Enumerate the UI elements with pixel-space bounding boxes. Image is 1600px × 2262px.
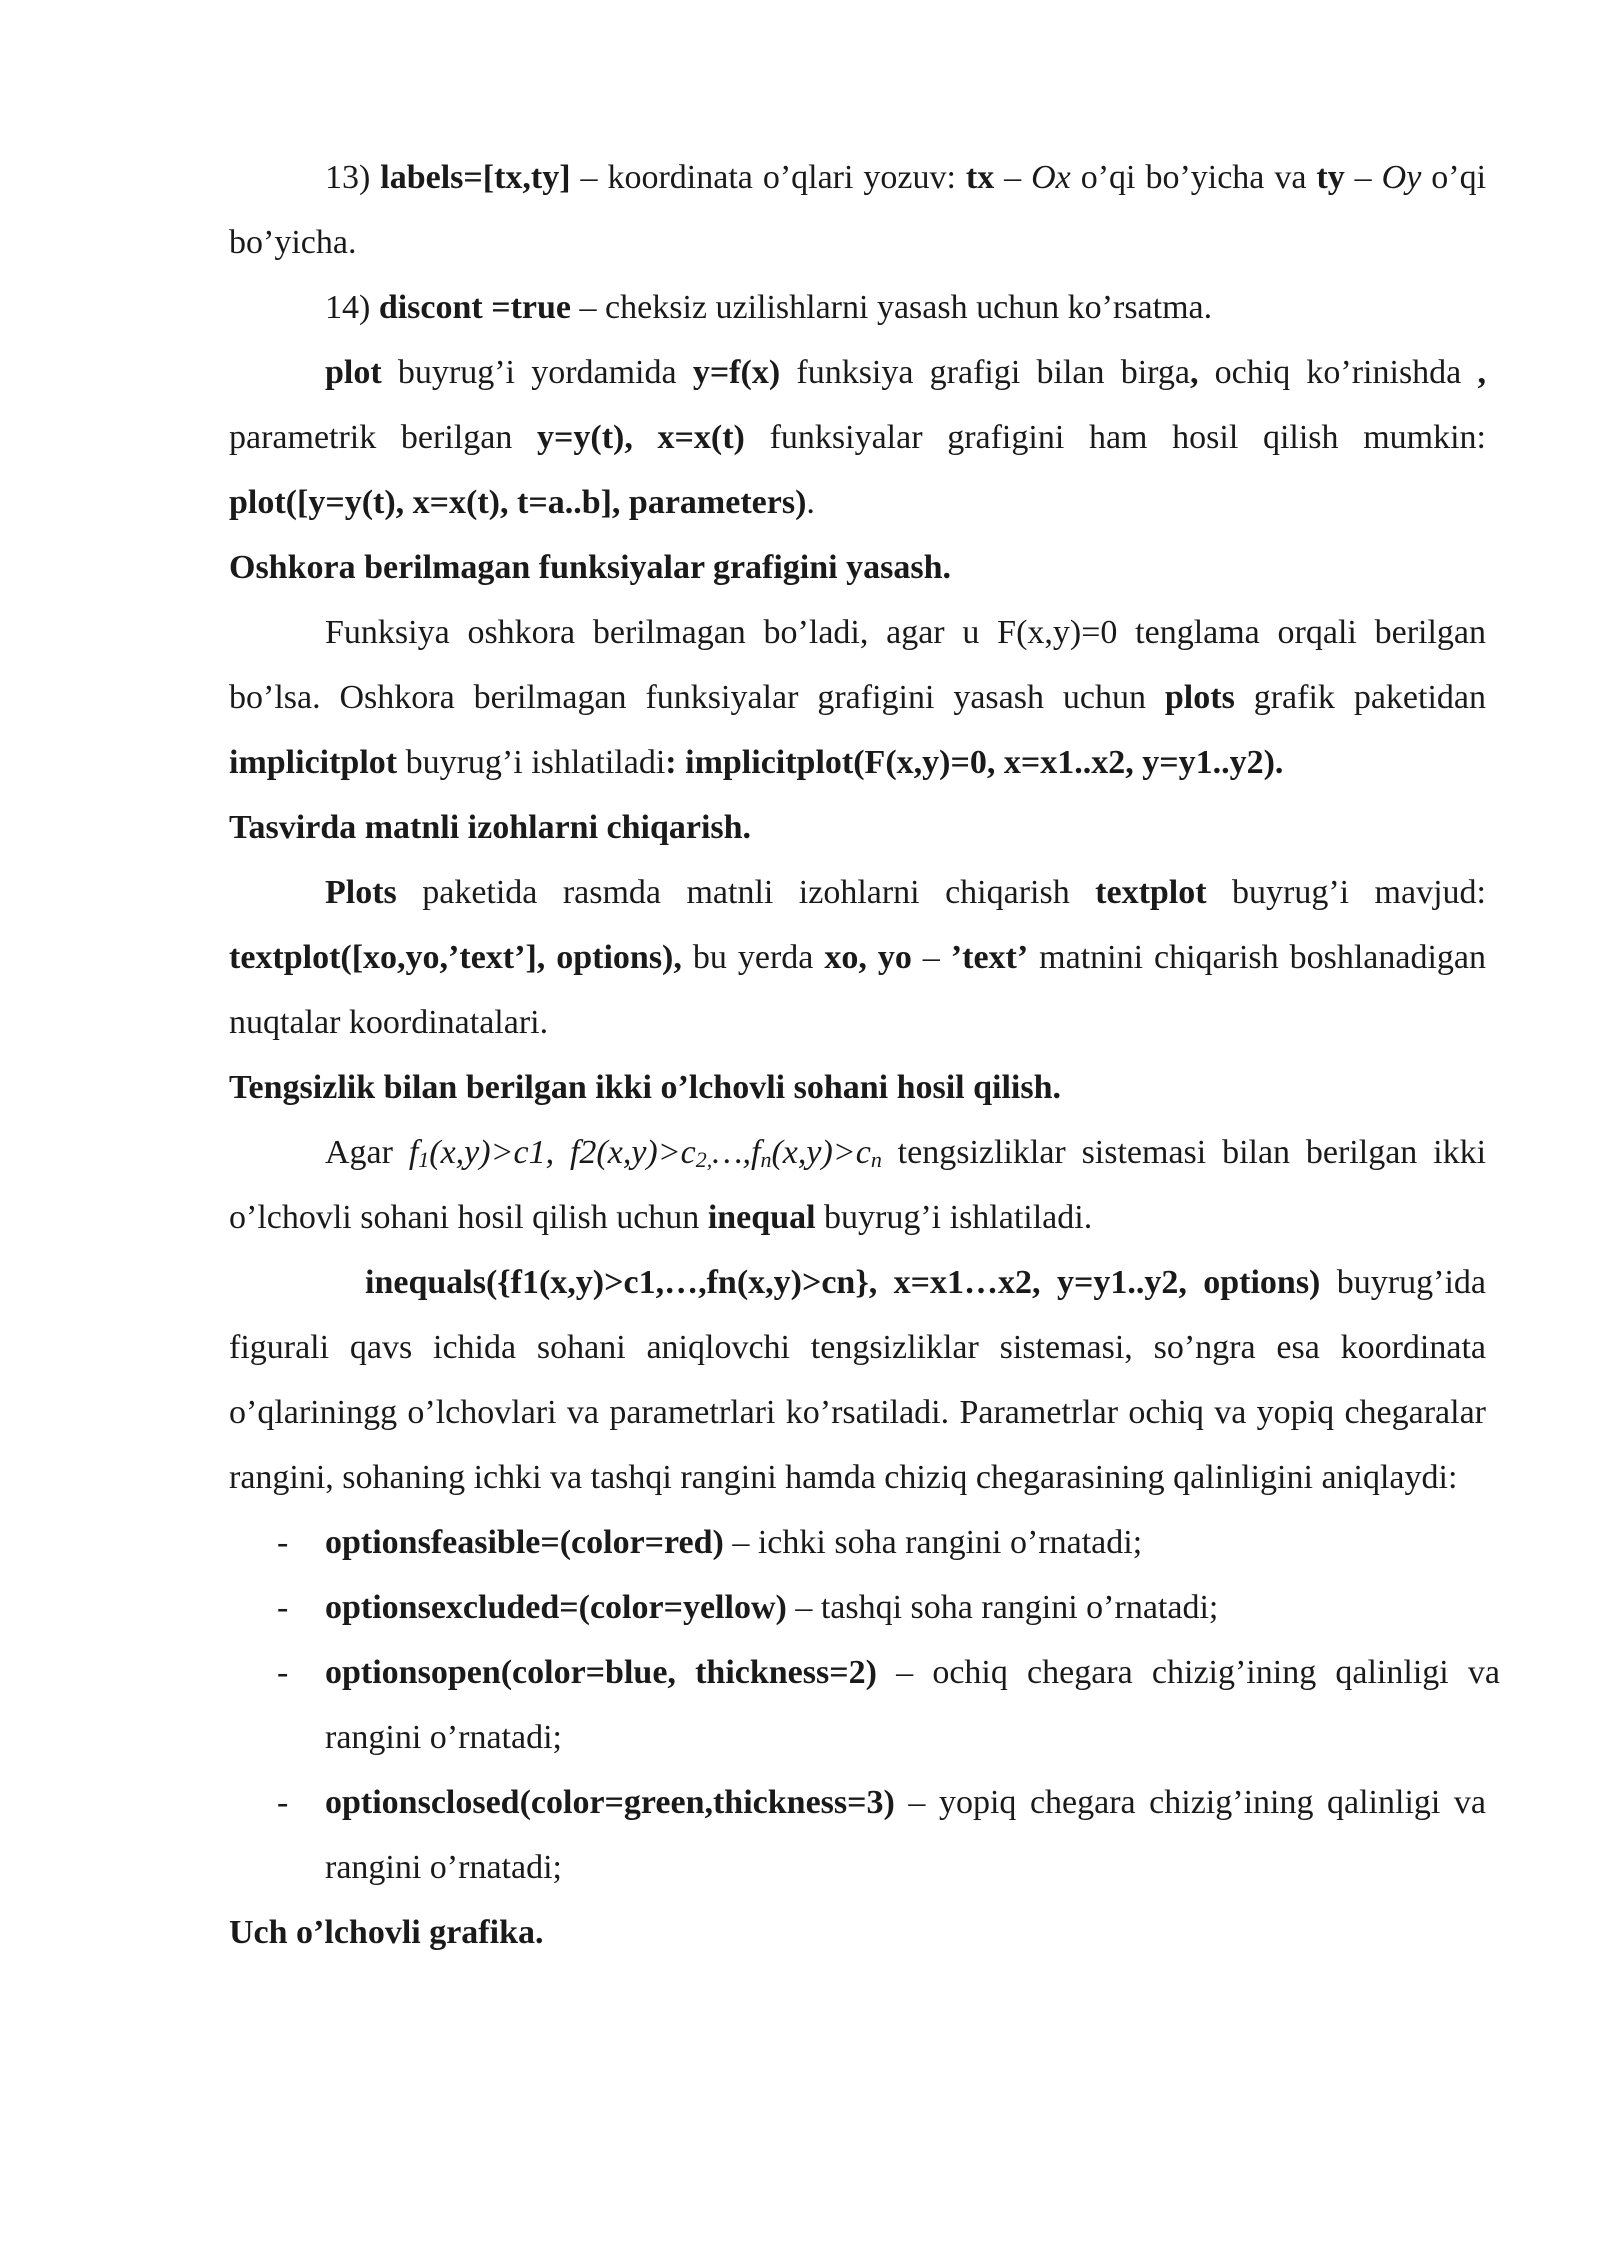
text: buyrug’i ishlatiladi. [815,1199,1093,1236]
text: parametrik berilgan [229,419,538,456]
paragraph-plot-parametric [229,340,1486,535]
subscript: n [870,1147,882,1172]
text: matnini chiqarish boshlanadigan nuqtalar koordinatalari. [229,939,1487,1041]
code-text: ’text’ [950,939,1029,976]
subscript: 2, [695,1147,713,1172]
text: – koordinata o’qlari yozuv: [570,159,966,196]
code-implicitplot: implicitplot [229,744,398,781]
text: bu yerda [681,939,825,976]
paragraph-inequal [229,1120,1486,1250]
paragraph-inequals-call [229,1250,1486,1510]
paragraph-discont-option [229,275,1486,340]
code-parametric: y=y(t), x=x(t) [537,419,745,456]
subscript: n [760,1147,772,1172]
text: ochiq ko’rinishda [1198,354,1478,391]
text: Agar [325,1134,409,1171]
code-option: optionsopen(color=blue, thickness=2) [325,1654,877,1691]
item-number: 13) [325,159,381,196]
text: – ochiq chegara chizig’ining qalinligi va rangini o’rnatadi; [325,1654,1500,1756]
text: – [911,939,951,976]
list-dash: - [277,1589,289,1626]
code-option: optionsclosed(color=green,thickness=3) [325,1784,895,1821]
code-tx: tx [965,159,995,196]
punctuation: , [1477,354,1486,391]
formula-part: (x,y)>c1, f2(x,y)>c [429,1134,696,1171]
text: funksiyalar grafigini ham hosil qilish mumkin: [744,419,1487,456]
document-body [229,145,1500,1965]
text: Funksiya oshkora berilmagan bo’ladi, agar u F(x,y)=0 tenglama orqali berilgan bo’lsa. Oshkora berilmagan funksiyalar grafigini yasash uchun [229,614,1486,716]
list-item [229,1510,1486,1575]
paragraph-textplot [229,860,1486,1055]
text: buyrug’i yordamida [381,354,693,391]
formula-part: (x,y)>c [771,1134,871,1171]
code-plot-call: plot([y=y(t), x=x(t), t=a..b], parameters) [229,484,807,521]
code-inequal: inequal [707,1199,816,1236]
code-textplot-call: textplot([xo,yo,’text’], options), [229,939,682,976]
subscript: 1 [418,1147,430,1172]
text: . [806,484,815,521]
text: paketida rasmda matnli izohlarni chiqarish [396,874,1096,911]
code-plots: plots [1164,679,1235,716]
code-xo-yo: xo, yo [824,939,912,976]
text: – [994,159,1032,196]
formula-part: …,f [712,1134,761,1171]
options-list [229,1510,1500,1900]
text: tengsizliklar sistemasi bilan berilgan ikki o’lchovli sohani hosil qilish uchun [229,1134,1487,1236]
code-yfx: y=f(x) [692,354,781,391]
text: o’qi bo’yicha va [1070,159,1317,196]
section-heading: Oshkora berilmagan funksiyalar grafigini yasash. [229,549,951,586]
list-dash: - [277,1524,289,1561]
text: o’qi bo’yicha. [229,159,1487,261]
punctuation: , [1189,354,1199,391]
list-dash: - [277,1654,289,1691]
code-discont: discont =true [378,289,572,326]
code-option: optionsfeasible=(color=red) [325,1524,724,1561]
formula-part: f [408,1134,419,1171]
item-number: 14) [325,289,379,326]
inequality-formula [409,1134,882,1171]
text: funksiya grafigi bilan birga [780,354,1190,391]
axis-ox: Ox [1031,159,1071,196]
code-option: optionsexcluded=(color=yellow) [325,1589,787,1626]
paragraph-labels-option [229,145,1486,275]
text: buyrug’i ishlatiladi [397,744,666,781]
list-dash: - [277,1784,289,1821]
list-item [229,1575,1486,1640]
code-ty: ty [1316,159,1345,196]
text: – [1344,159,1382,196]
text: – cheksiz uzilishlarni yasash uchun ko’rsatma. [571,289,1213,326]
text: grafik paketidan [1234,679,1486,716]
code-textplot: textplot [1095,874,1207,911]
list-item [229,1770,1486,1900]
code-labels: labels=[tx,ty] [380,159,571,196]
paragraph-implicitplot [229,600,1486,795]
code-implicitplot-call: : implicitplot(F(x,y)=0, x=x1..x2, y=y1..y2). [665,744,1284,781]
text: buyrug’i mavjud: [1206,874,1486,911]
text: – ichki soha rangini o’rnatadi; [723,1524,1143,1561]
section-heading: Tengsizlik bilan berilgan ikki o’lchovli sohani hosil qilish. [229,1069,1062,1106]
axis-oy: Oy [1381,159,1422,196]
text: – tashqi soha rangini o’rnatadi; [786,1589,1219,1626]
code-plots: Plots [325,874,397,911]
section-heading: Tasvirda matnli izohlarni chiqarish. [229,809,752,846]
text: – yopiq chegara chizig’ining qalinligi va rangini o’rnatadi; [325,1784,1486,1886]
text: buyrug’ida figurali qavs ichida sohani aniqlovchi tengsizliklar sistemasi, so’ngra esa koordinata o’qlariningg o’lchovlari va parametrlari ko’rsatiladi. Parametrlar ochiq va yopiq chegaralar rangini, sohaning ichki va tashqi rangini hamda chiziq chegarasining qalinligini aniqlaydi: [229,1264,1486,1496]
section-heading: Uch o’lchovli grafika. [229,1914,544,1951]
code-inequals-call: inequals({f1(x,y)>c1,…,fn(x,y)>cn}, x=x1…x2, y=y1..y2, options) [365,1264,1321,1301]
code-plot: plot [325,354,382,391]
list-item [229,1640,1500,1770]
